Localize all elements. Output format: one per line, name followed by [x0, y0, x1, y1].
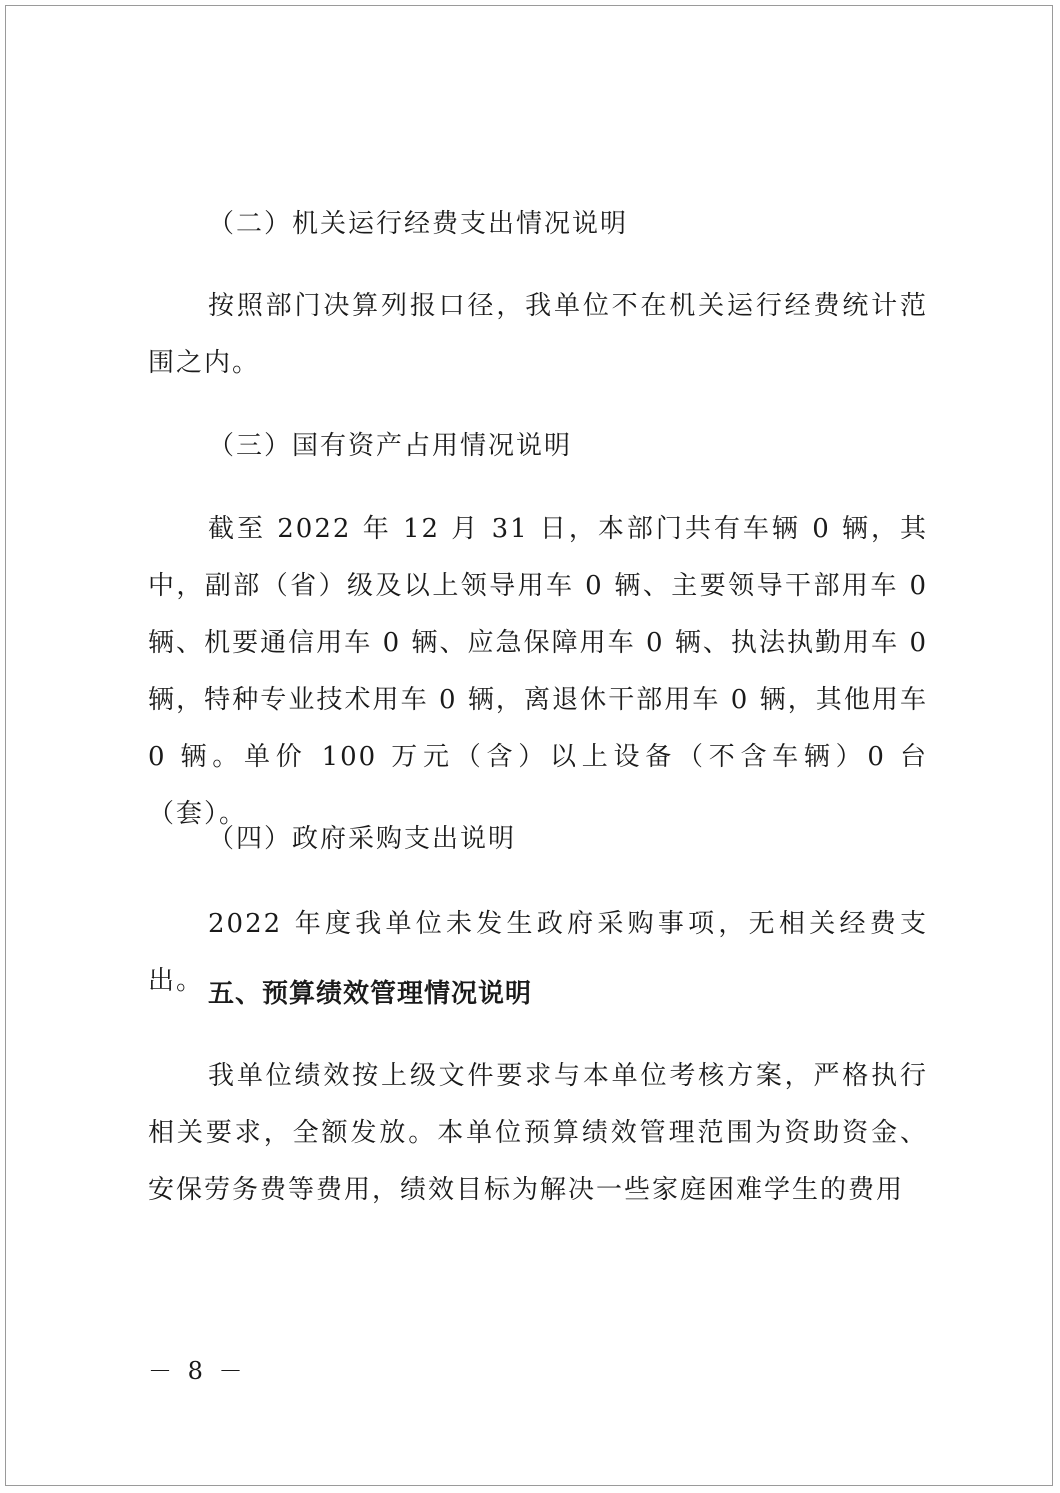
- section-heading-3: （三）国有资产占用情况说明: [208, 431, 573, 461]
- section-paragraph-2: 按照部门决算列报口径，我单位不在机关运行经费统计范围之内。: [148, 291, 928, 378]
- section-heading-5: 五、预算绩效管理情况说明: [208, 979, 533, 1009]
- section-paragraph-4: 2022 年度我单位未发生政府采购事项，无相关经费支出。: [148, 909, 928, 996]
- section-heading-4: （四）政府采购支出说明: [208, 824, 517, 854]
- section-paragraph-5: 我单位绩效按上级文件要求与本单位考核方案，严格执行相关要求，全额发放。本单位预算绩效管理范围为资助资金、安保劳务费等费用，绩效目标为解决一些家庭困难学生的费用: [148, 1061, 928, 1205]
- section-paragraph-3: 截至 2022 年 12 月 31 日，本部门共有车辆 0 辆，其中，副部（省）级及以上领导用车 0 辆、主要领导干部用车 0 辆、机要通信用车 0 辆、应急保障用车 0 辆、执法执勤用车 0 辆，特种专业技术用车 0 辆，离退休干部用车 0 辆，其他用车 0 辆。单价 100 万元（含）以上设备（不含车辆）0 台（套）。: [148, 514, 928, 829]
- document-page: [5, 5, 1053, 1486]
- section-heading-2: （二）机关运行经费支出情况说明: [208, 209, 629, 239]
- page-number: － 8 －: [148, 1357, 247, 1385]
